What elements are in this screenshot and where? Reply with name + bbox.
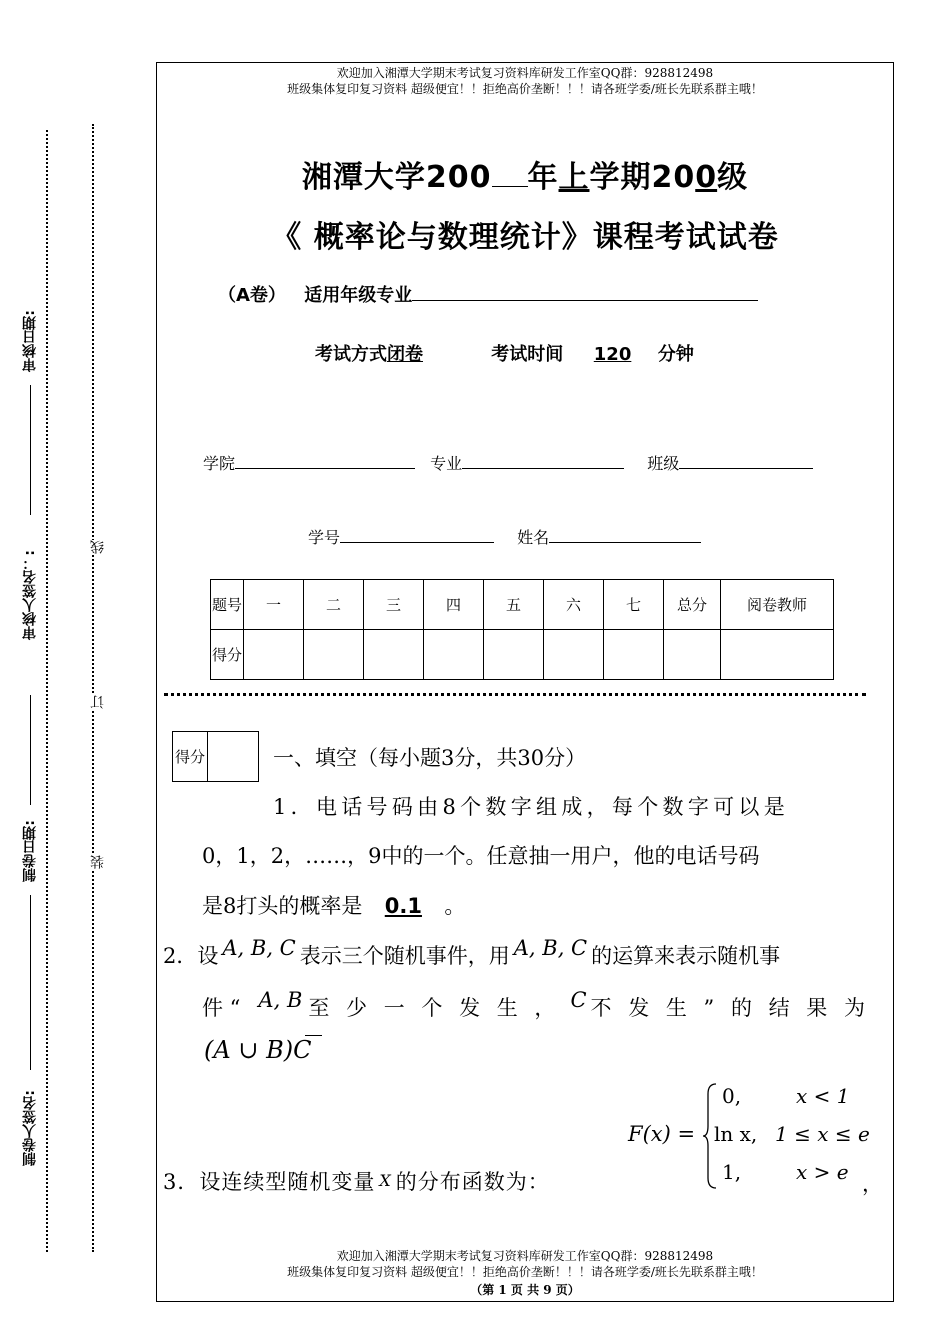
q2-text-3: 至 少 一 个 发 生 ， bbox=[308, 996, 561, 1020]
q3-fx: F(x) = bbox=[628, 1122, 696, 1146]
margin-mark-install: 装 bbox=[90, 855, 106, 869]
q3-case-1-value: 0, bbox=[722, 1084, 742, 1108]
margin-dotted-line-left bbox=[46, 130, 48, 1252]
student-id-field[interactable] bbox=[340, 526, 494, 543]
col-5: 五 bbox=[484, 580, 544, 630]
student-row-1 bbox=[203, 451, 813, 474]
q2-text-2: 的运算来表示随机事 bbox=[591, 944, 781, 968]
q1-line-1: 1．电话号码由8个数字组成，每个数字可以是 bbox=[273, 795, 790, 819]
major-label: 适用年级专业 bbox=[304, 285, 413, 306]
review-date-blank bbox=[30, 385, 31, 515]
q3-text: 3．设连续型随机变量 bbox=[163, 1170, 376, 1194]
college-field[interactable] bbox=[235, 452, 415, 469]
q3-case-2-cond: 1 ≤ x ≤ e bbox=[775, 1122, 870, 1146]
exam-mode: 闭卷 bbox=[387, 344, 423, 365]
q1-end: 。 bbox=[444, 894, 466, 918]
exam-time-unit: 分钟 bbox=[657, 344, 694, 365]
maker-date-blank bbox=[30, 895, 31, 1070]
q2-prefix: 2．设 bbox=[163, 944, 219, 968]
exam-time-label: 考试时间 bbox=[491, 344, 564, 365]
col-4: 四 bbox=[424, 580, 484, 630]
q2-complement-bar bbox=[305, 1035, 322, 1036]
section1-score-label: 得分 bbox=[173, 732, 208, 782]
q2-text-4: 不 发 生 ” 的 结 果 为 bbox=[590, 996, 870, 1020]
reviewer-sign-blank bbox=[30, 695, 31, 805]
q2-text-1: 表示三个随机事件，用 bbox=[299, 944, 510, 968]
q2-abc-2: A, B, C bbox=[513, 936, 588, 960]
margin-mark-bind: 订 bbox=[90, 695, 106, 709]
paper-type-row bbox=[218, 281, 758, 307]
page-number: （第 1 页 共 9 页） bbox=[470, 1283, 580, 1297]
q2-answer-expr: (A ∪ B)C bbox=[204, 1036, 312, 1064]
exam-time: 120 bbox=[593, 344, 632, 365]
class-field[interactable] bbox=[679, 452, 813, 469]
col-reviewer: 阅卷教师 bbox=[721, 580, 834, 630]
score-cell[interactable] bbox=[664, 630, 721, 680]
col-1: 一 bbox=[244, 580, 304, 630]
score-cell[interactable] bbox=[721, 630, 834, 680]
maker-sign-label: 制卷人签名: bbox=[22, 1090, 38, 1166]
exam-title-line-2: 《 概率论与数理统计》课程考试试卷 bbox=[271, 220, 779, 255]
margin-dotted-line-right bbox=[92, 124, 94, 1252]
paper-type: （A卷） bbox=[218, 285, 286, 306]
class-label: 班级 bbox=[647, 454, 680, 473]
q2-abc-1: A, B, C bbox=[222, 936, 296, 960]
review-date-label: 审核日期: bbox=[22, 310, 38, 372]
score-cell[interactable] bbox=[544, 630, 604, 680]
student-row-2 bbox=[308, 525, 701, 548]
exam-title-line-1: 湘潭大学200 年上学期200级 bbox=[156, 152, 894, 196]
q2-line-2 bbox=[202, 984, 870, 1033]
q3-var: X bbox=[379, 1171, 392, 1190]
footer-line-1: 欢迎加入湘潭大学期末考试复习资料库研发工作室QQ群：928812498 bbox=[336, 1249, 714, 1263]
score-row-header: 得分 bbox=[211, 630, 244, 680]
maker-date-label: 制卷日期: bbox=[22, 820, 38, 882]
score-cell[interactable] bbox=[364, 630, 424, 680]
major-blank bbox=[412, 282, 758, 301]
separator-dotted-line bbox=[164, 693, 866, 696]
name-label: 姓名 bbox=[517, 528, 550, 547]
score-table bbox=[210, 579, 834, 680]
exam-mode-label: 考试方式 bbox=[315, 344, 387, 365]
question-number-header: 题号 bbox=[211, 580, 244, 630]
score-cell[interactable] bbox=[244, 630, 304, 680]
q3-case-2-value: ln x, bbox=[714, 1122, 758, 1146]
score-cell[interactable] bbox=[604, 630, 664, 680]
margin-mark-line: 线 bbox=[90, 540, 106, 554]
col-6: 六 bbox=[544, 580, 604, 630]
major-field-label: 专业 bbox=[430, 454, 463, 473]
reviewer-sign-label: 审核人签名：: bbox=[22, 550, 38, 640]
q1-answer: 0.1 bbox=[384, 894, 422, 918]
col-2: 二 bbox=[304, 580, 364, 630]
q1-text: 是8打头的概率是 bbox=[202, 894, 363, 918]
section1-title: 一、填空（每小题3分，共30分） bbox=[273, 746, 587, 770]
q3-line bbox=[163, 1166, 550, 1196]
q2-quote-open: 件 “ bbox=[202, 996, 241, 1020]
q3-text-2: 的分布函数为： bbox=[395, 1170, 550, 1194]
header-line-1: 欢迎加入湘潭大学期末考试复习资料库研发工作室QQ群：928812498 bbox=[336, 66, 714, 80]
name-field[interactable] bbox=[549, 526, 701, 543]
score-cell[interactable] bbox=[304, 630, 364, 680]
q3-case-3-value: 1, bbox=[722, 1160, 742, 1184]
header-line-2: 班级集体复印复习资料 超级便宜！！拒绝高价垄断！！！请各班学委/班长先联系群主哦！ bbox=[287, 82, 763, 96]
college-label: 学院 bbox=[203, 454, 236, 473]
q3-tail: ， bbox=[862, 1172, 883, 1196]
q2-line-1 bbox=[163, 932, 780, 981]
q2-ab: A, B bbox=[258, 988, 303, 1012]
section1-score-cell[interactable] bbox=[208, 732, 259, 782]
exam-mode-row bbox=[315, 340, 694, 366]
q2-answer bbox=[204, 1036, 311, 1064]
major-field[interactable] bbox=[462, 452, 624, 469]
q1-line-3 bbox=[202, 882, 465, 931]
score-cell[interactable] bbox=[424, 630, 484, 680]
q3-case-1-cond: x < 1 bbox=[796, 1084, 850, 1108]
score-cell[interactable] bbox=[484, 630, 544, 680]
col-total: 总分 bbox=[664, 580, 721, 630]
col-3: 三 bbox=[364, 580, 424, 630]
section1-score-box bbox=[172, 731, 259, 782]
footer-line-2: 班级集体复印复习资料 超级便宜！！拒绝高价垄断！！！请各班学委/班长先联系群主哦！ bbox=[287, 1265, 763, 1279]
col-7: 七 bbox=[604, 580, 664, 630]
q3-case-3-cond: x > e bbox=[796, 1160, 849, 1184]
score-table-header-row bbox=[211, 580, 834, 630]
q2-c: C bbox=[570, 988, 587, 1012]
score-table-score-row bbox=[211, 630, 834, 680]
q1-line-2: 0，1，2，……，9中的一个。任意抽一用户，他的电话号码 bbox=[202, 844, 760, 868]
student-id-label: 学号 bbox=[308, 528, 341, 547]
